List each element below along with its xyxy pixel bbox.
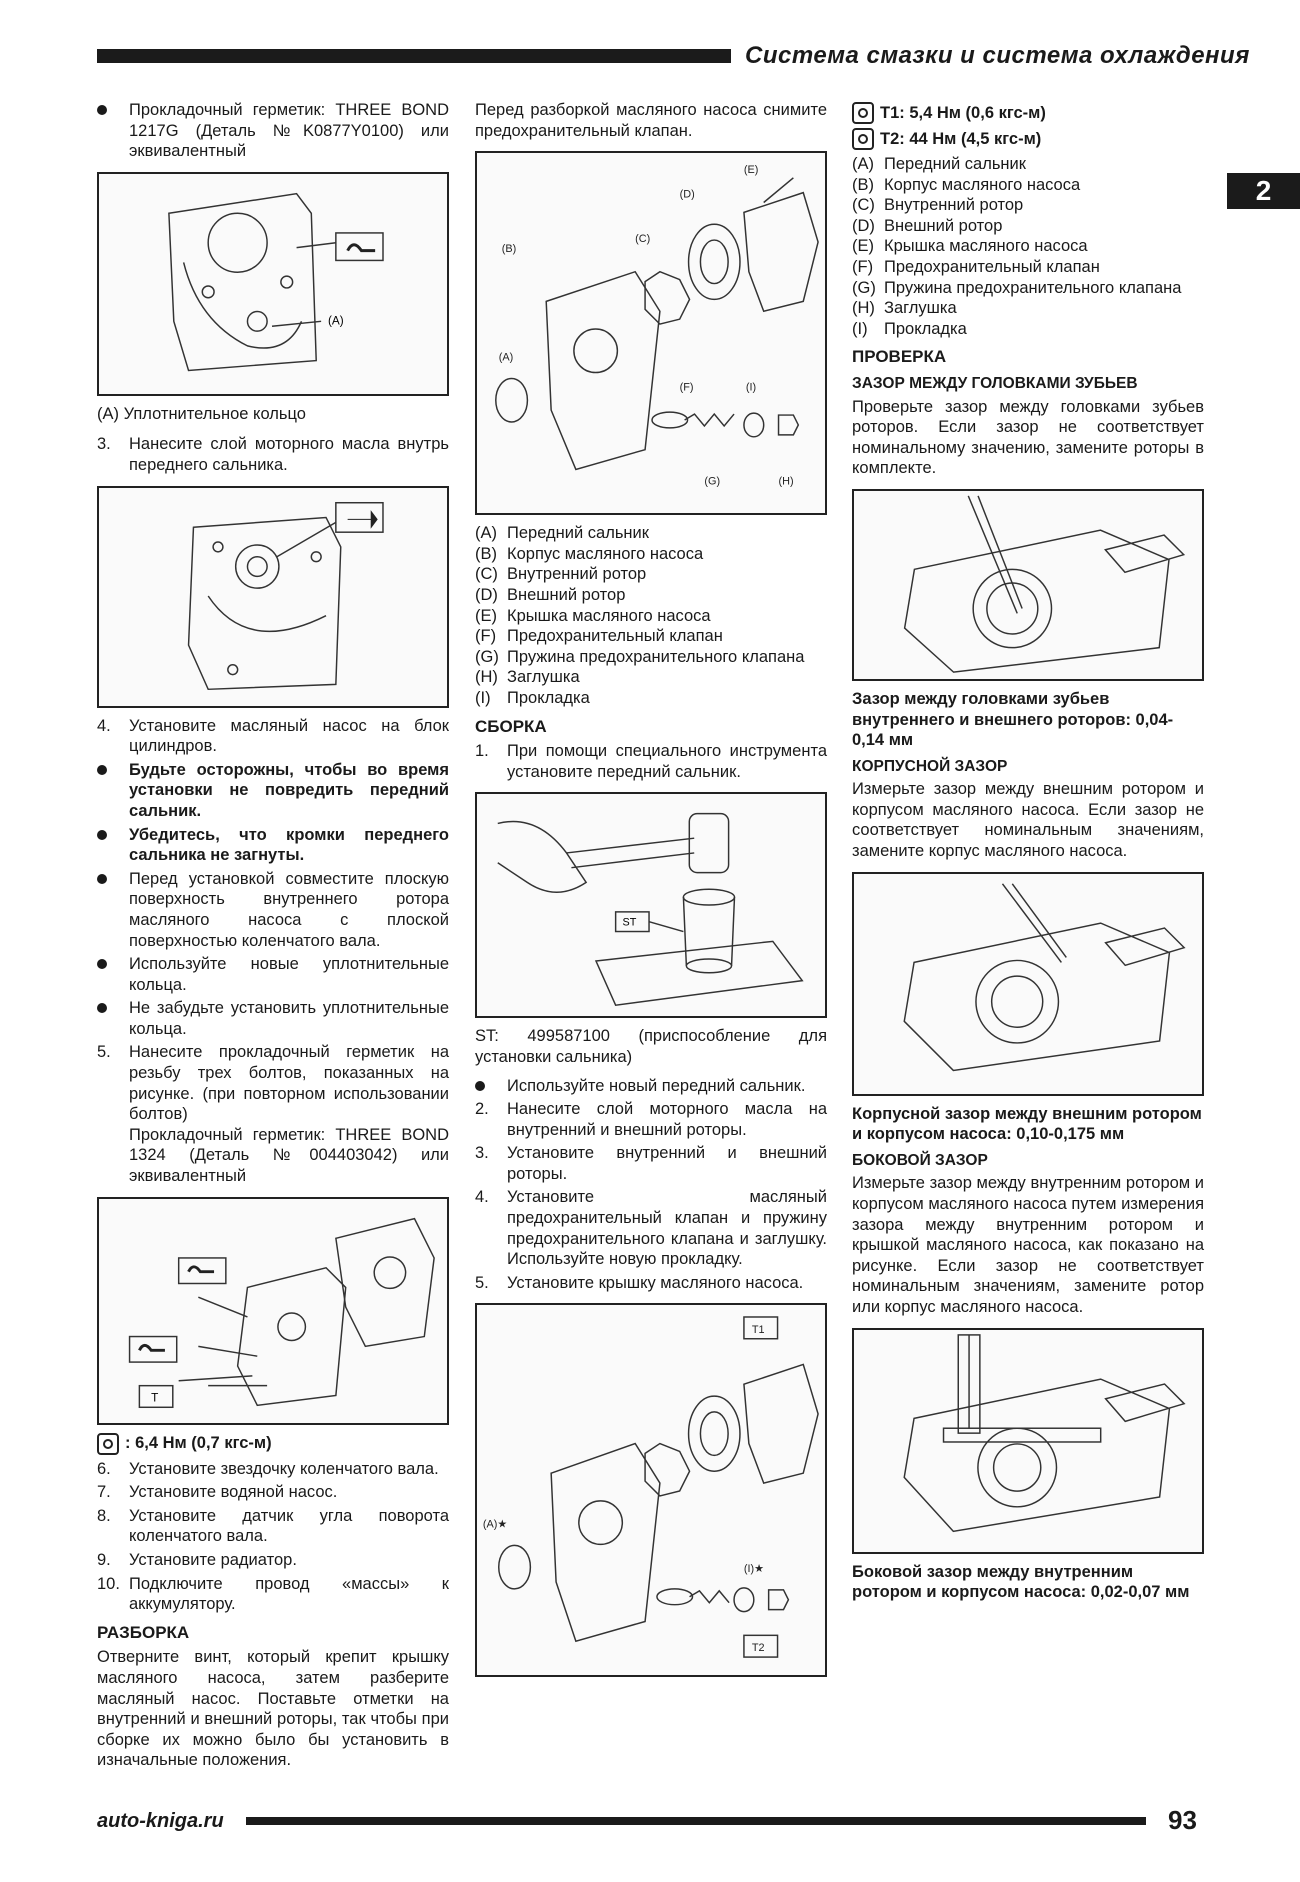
front-seal-drawing	[99, 488, 447, 706]
figure-side-clearance	[852, 1328, 1204, 1554]
step-item: 9. Установите радиатор.	[97, 1551, 297, 1569]
pump-exploded-drawing	[477, 153, 825, 513]
torque-spec-t1: T1: 5,4 Нм (0,6 кгс-м)	[852, 102, 1204, 124]
callout-h: (H)	[778, 475, 794, 488]
bullet-icon	[475, 1081, 485, 1091]
footer-site: auto-kniga.ru	[97, 1810, 224, 1832]
legend-row: (H) Заглушка	[475, 668, 580, 687]
figure-body-clearance	[852, 872, 1204, 1096]
subsection-body-clearance: КОРПУСНОЙ ЗАЗОР	[852, 757, 1008, 775]
column-2	[475, 100, 827, 1685]
callout-t2: T2	[751, 1642, 765, 1655]
legend-row: (F) Предохранительный клапан	[852, 257, 1100, 276]
callout-t1: T1	[751, 1324, 765, 1337]
bullet-icon	[97, 105, 107, 115]
tool-note: ST: 499587100 (приспособление для установки сальника)	[475, 1027, 827, 1066]
side-clearance-drawing	[854, 1330, 1202, 1552]
callout-i: (I)	[745, 381, 757, 394]
callout-g: (G)	[704, 475, 721, 488]
figure-pump-assembly	[475, 1303, 827, 1677]
legend-row: (C) Внутренний ротор	[475, 565, 647, 584]
callout-t: T	[151, 1391, 159, 1405]
legend-row: (D) Внешний ротор	[852, 216, 1003, 235]
pump-assembly-drawing	[477, 1305, 825, 1675]
figure-front-seal-oil	[97, 486, 449, 708]
torque-spec-t2: T2: 44 Нм (4,5 кгс-м)	[852, 128, 1204, 150]
legend-row: (H) Заглушка	[852, 299, 957, 318]
callout-st: ST	[622, 916, 637, 929]
bullet-icon	[97, 959, 107, 969]
torque-wrench-icon	[97, 1433, 119, 1455]
footer-rule	[246, 1817, 1146, 1825]
torque-spec: : 6,4 Нм (0,7 кгс-м)	[97, 1433, 449, 1455]
legend-row: (G) Пружина предохранительного клапана	[852, 278, 1182, 297]
figure-tip-clearance	[852, 489, 1204, 681]
step-item: 2. Нанесите слой моторного масла на внутренний и внешний роторы.	[475, 1100, 827, 1139]
callout-i-star: (I)★	[743, 1563, 764, 1576]
callout-a: (A)	[498, 351, 514, 364]
legend-row: (D) Внешний ротор	[475, 585, 626, 604]
legend-row: (I) Прокладка	[475, 688, 590, 707]
step-item: 10. Подключите провод «массы» к аккумулятору.	[97, 1574, 449, 1614]
body-clearance-spec: Корпусной зазор между внешним ротором и корпусом насоса: 0,10-0,175 мм	[852, 1104, 1202, 1144]
step-item: 5. Нанесите прокладочный герметик на резьбу трех болтов, показанных на рисунке. (при повторном использовании болтов) Прокладочный герметик: THREE BOND 1324 (Деталь №004403042) или эквивалентный	[97, 1043, 449, 1186]
body-clearance-drawing	[854, 874, 1202, 1094]
step-item: 8. Установите датчик угла поворота коленчатого вала.	[97, 1506, 449, 1546]
step-item: 3. Установите внутренний и внешний роторы.	[475, 1144, 827, 1183]
callout-a: (A)	[328, 314, 344, 328]
pump-bolts-drawing	[99, 1199, 447, 1423]
seal-installer-drawing	[477, 794, 825, 1016]
bullet-item: Прокладочный герметик: THREE BOND 1217G (Деталь №K0877Y0100) или эквивалентный	[97, 100, 449, 162]
bullet-item: Перед установкой совместите плоскую поверхность внутреннего ротора масляного насоса с плоской поверхностью коленчатого вала.	[97, 869, 449, 951]
legend-row: (A) Передний сальник	[852, 155, 1026, 173]
bullet-item: Используйте новые уплотнительные кольца.	[97, 954, 449, 995]
figure-seal-installer	[475, 792, 827, 1018]
legend-row: (B) Корпус масляного насоса	[852, 175, 1081, 194]
legend-row: (F) Предохранительный клапан	[475, 627, 723, 646]
bullet-icon	[97, 830, 107, 840]
step-item: 4. Установите масляный насос на блок цилиндров.	[97, 716, 449, 756]
callout-d: (D)	[679, 188, 695, 201]
callout-e: (E)	[743, 164, 759, 177]
page-number: 93	[1168, 1805, 1197, 1835]
bullet-item: Не забудьте установить уплотнительные кольца.	[97, 998, 449, 1039]
bullet-item: Будьте осторожны, чтобы во время установки не повредить передний сальник.	[97, 760, 449, 822]
callout-c: (C)	[635, 233, 651, 246]
callout-f: (F)	[679, 381, 694, 394]
body-clearance-text: Измерьте зазор между внешним ротором и корпусом масляного насоса. Если зазор не соответствует номинальным значениям, замените корпус масляного насоса.	[852, 780, 1204, 861]
torque-wrench-icon	[852, 128, 874, 150]
side-clearance-text: Измерьте зазор между внутренним ротором и корпусом масляного насоса путем измерения зазора между внутренним ротором и крышкой масляного насоса, как показано на рисунке. Если зазор не соответствует номинальным значениям, замените ротор или корпус масляного насоса.	[852, 1174, 1204, 1316]
legend-row: (C) Внутренний ротор	[852, 196, 1024, 215]
section-title-disassembly: РАЗБОРКА	[97, 1622, 190, 1642]
legend-row: (A) Передний сальник	[475, 524, 649, 543]
header-rule	[97, 49, 731, 63]
legend-row: (B) Корпус масляного насоса	[475, 544, 704, 563]
legend-row: (E) Крышка масляного насоса	[475, 606, 711, 625]
step-item: 4. Установите масляный предохранительный клапан и пружину предохранительного клапана и заглушку. Используйте новую прокладку.	[475, 1188, 827, 1269]
figure-timing-cover	[97, 172, 449, 396]
legend-row: (I) Прокладка	[852, 319, 967, 338]
figure-bolts-sealant	[97, 1197, 449, 1425]
column-3	[852, 100, 1204, 1603]
subsection-side-clearance: БОКОВОЙ ЗАЗОР	[852, 1151, 988, 1169]
bullet-item: Используйте новый передний сальник.	[475, 1076, 827, 1097]
tip-clearance-spec: Зазор между головками зубьев внутреннего и внешнего роторов: 0,04-0,14 мм	[852, 689, 1174, 750]
figure-caption: (A) Уплотнительное кольцо	[97, 404, 306, 423]
legend-row: (E) Крышка масляного насоса	[852, 237, 1088, 256]
tip-clearance-text: Проверьте зазор между головками зубьев роторов. Если зазор не соответствует номинальному значению, замените роторы в комплекте.	[852, 397, 1204, 478]
figure-pump-exploded	[475, 151, 827, 515]
torque-wrench-icon	[852, 102, 874, 124]
page-header-title: Система смазки и система охлаждения	[745, 42, 1250, 69]
side-clearance-spec: Боковой зазор между внутренним ротором и корпусом насоса: 0,02-0,07 мм	[852, 1562, 1190, 1602]
bullet-icon	[97, 874, 107, 884]
callout-a-star: (A)★	[482, 1519, 508, 1532]
step-item: 6. Установите звездочку коленчатого вала.	[97, 1459, 439, 1478]
step-item: 1. При помощи специального инструмента установите передний сальник.	[475, 742, 827, 781]
chapter-tab: 2	[1227, 173, 1300, 209]
tip-clearance-drawing	[854, 491, 1202, 679]
bullet-icon	[97, 1003, 107, 1013]
legend-row: (G) Пружина предохранительного клапана	[475, 647, 805, 666]
bullet-icon	[97, 765, 107, 775]
intro-text: Перед разборкой масляного насоса снимите предохранительный клапан.	[475, 101, 827, 140]
bullet-item: Убедитесь, что кромки переднего сальника не загнуты.	[97, 825, 449, 866]
subsection-tip-clearance: ЗАЗОР МЕЖДУ ГОЛОВКАМИ ЗУБЬЕВ	[852, 374, 1138, 392]
callout-b: (B)	[501, 243, 517, 256]
timing-cover-drawing	[99, 174, 447, 394]
section-title-inspection: ПРОВЕРКА	[852, 347, 947, 367]
column-1	[97, 100, 449, 1771]
step-item: 5. Установите крышку масляного насоса.	[475, 1273, 804, 1292]
step-item: 7. Установите водяной насос.	[97, 1483, 338, 1502]
section-title-assembly: СБОРКА	[475, 716, 547, 736]
parts-legend	[475, 523, 827, 708]
parts-legend	[852, 154, 1204, 339]
disassembly-text: Отверните винт, который крепит крышку масляного насоса, затем разберите масляный насос. Поставьте отметки на внутренний и внешний роторы, так чтобы при сборке их можно было бы установить в изначальные положения.	[97, 1648, 449, 1770]
step-item: 3. Нанесите слой моторного масла внутрь переднего сальника.	[97, 435, 449, 474]
